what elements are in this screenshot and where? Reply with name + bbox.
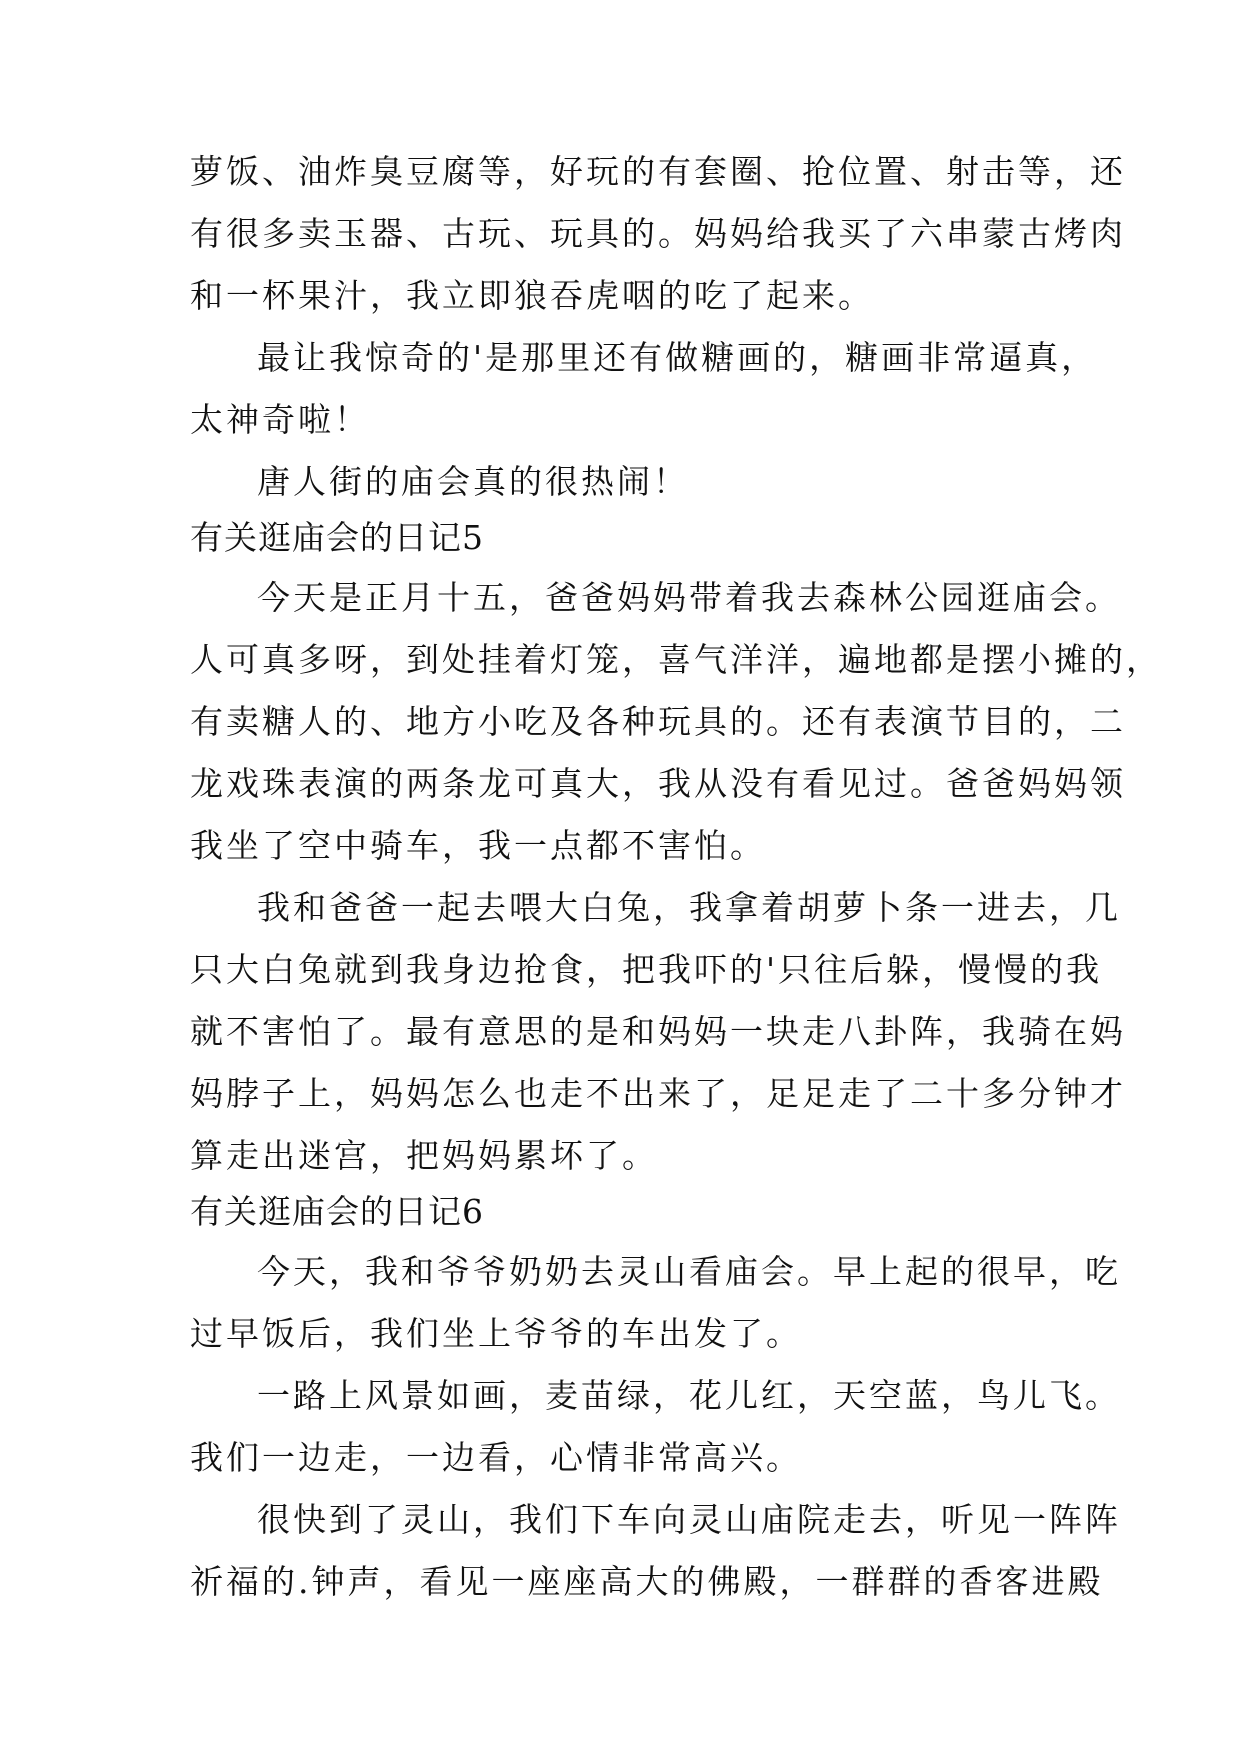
paragraph-line: 唐人街的庙会真的很热闹！ <box>257 462 689 501</box>
paragraph-line: 一路上风景如画，麦苗绿，花儿红，天空蓝，鸟儿飞。 <box>257 1376 1121 1415</box>
text-line: 龙戏珠表演的两条龙可真大，我从没有看见过。爸爸妈妈领 <box>190 764 1126 803</box>
paragraph-line: 很快到了灵山，我们下车向灵山庙院走去，听见一阵阵 <box>257 1500 1121 1539</box>
paragraph-line: 今天，我和爷爷奶奶去灵山看庙会。早上起的很早，吃 <box>257 1252 1121 1291</box>
text-line: 人可真多呀，到处挂着灯笼，喜气洋洋，遍地都是摆小摊的， <box>190 640 1162 679</box>
text-line: 算走出迷宫，把妈妈累坏了。 <box>190 1136 658 1175</box>
text-line: 太神奇啦！ <box>190 400 370 439</box>
text-line: 过早饭后，我们坐上爷爷的车出发了。 <box>190 1314 802 1353</box>
section-heading: 有关逛庙会的日记6 <box>190 1192 484 1231</box>
text-line: 我们一边走，一边看，心情非常高兴。 <box>190 1438 802 1477</box>
text-line: 妈脖子上，妈妈怎么也走不出来了，足足走了二十多分钟才 <box>190 1074 1126 1113</box>
text-line: 和一杯果汁，我立即狼吞虎咽的吃了起来。 <box>190 276 874 315</box>
text-line: 就不害怕了。最有意思的是和妈妈一块走八卦阵，我骑在妈 <box>190 1012 1126 1051</box>
text-line: 我坐了空中骑车，我一点都不害怕。 <box>190 826 766 865</box>
text-line: 有很多卖玉器、古玩、玩具的。妈妈给我买了六串蒙古烤肉 <box>190 214 1126 253</box>
text-line: 有卖糖人的、地方小吃及各种玩具的。还有表演节目的，二 <box>190 702 1126 741</box>
section-heading: 有关逛庙会的日记5 <box>190 518 484 557</box>
paragraph-line: 今天是正月十五，爸爸妈妈带着我去森林公园逛庙会。 <box>257 578 1121 617</box>
text-line: 萝饭、油炸臭豆腐等，好玩的有套圈、抢位置、射击等，还 <box>190 152 1126 191</box>
text-line: 祈福的.钟声，看见一座座高大的佛殿，一群群的香客进殿 <box>190 1562 1104 1601</box>
paragraph-line: 最让我惊奇的'是那里还有做糖画的，糖画非常逼真， <box>257 338 1098 377</box>
paragraph-line: 我和爸爸一起去喂大白兔，我拿着胡萝卜条一进去，几 <box>257 888 1121 927</box>
text-line: 只大白兔就到我身边抢食，把我吓的'只往后躲，慢慢的我 <box>190 950 1103 989</box>
